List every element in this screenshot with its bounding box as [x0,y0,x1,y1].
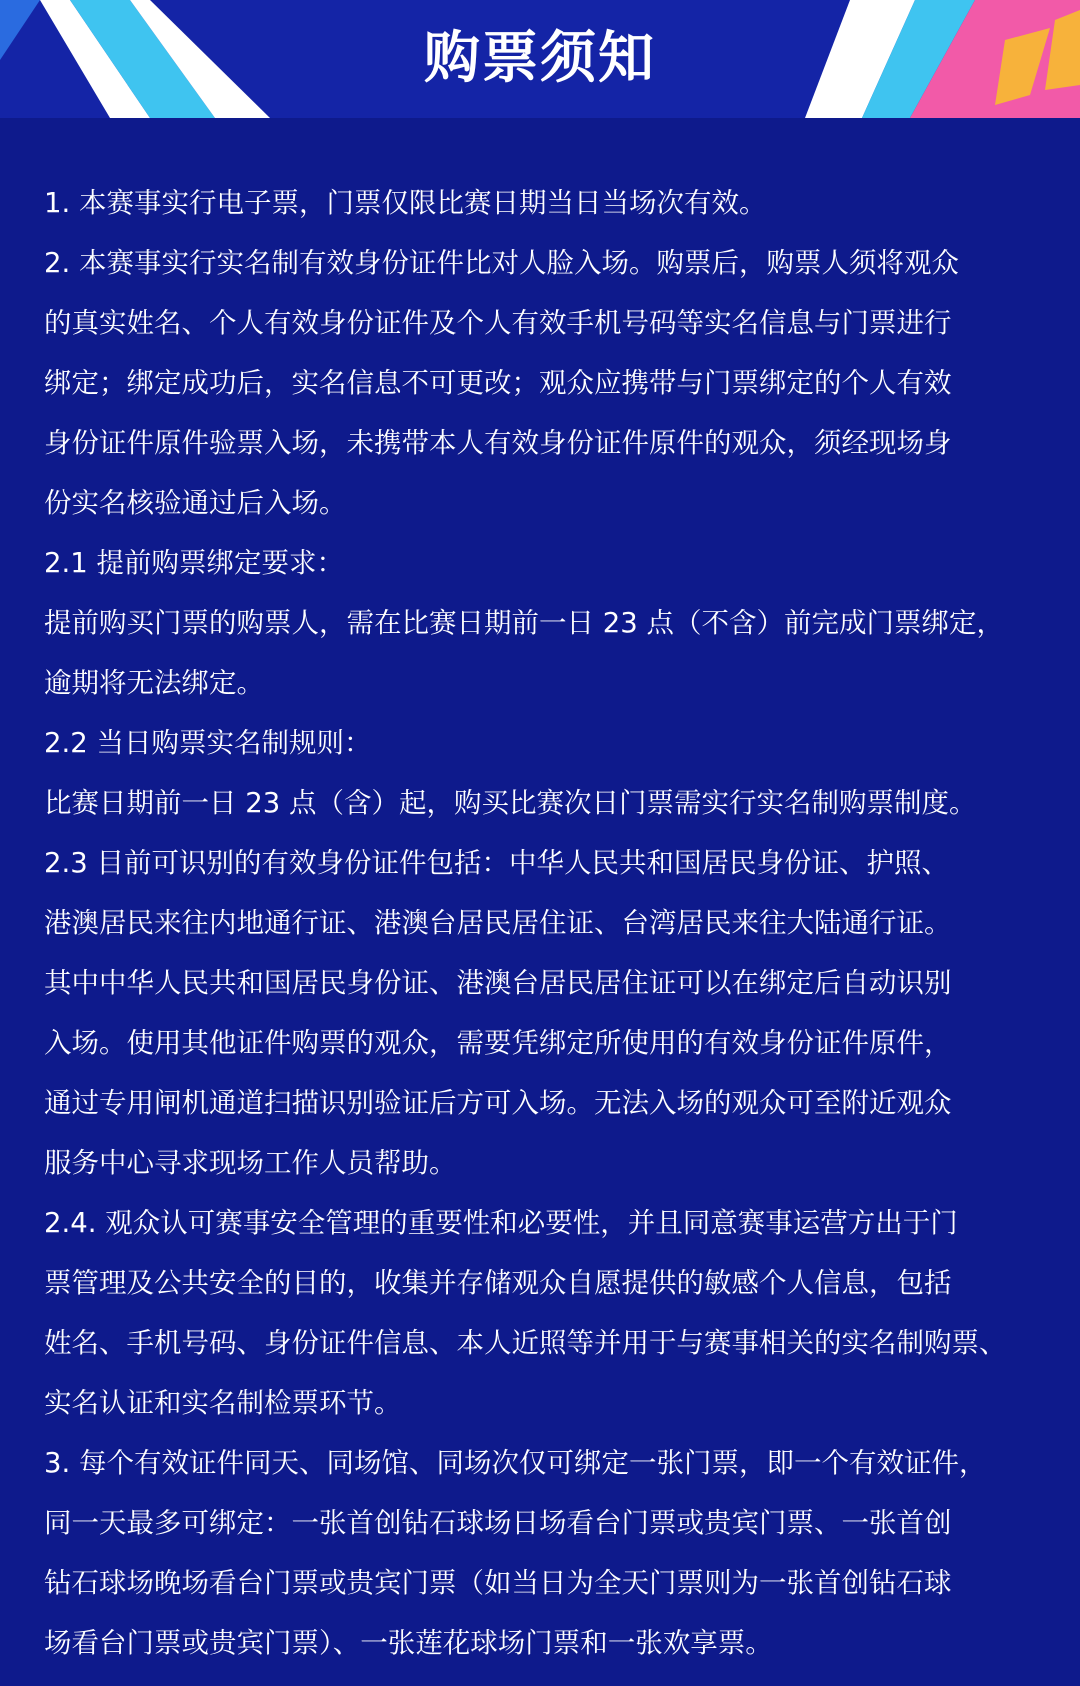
notice-line: 的真实姓名、个人有效身份证件及个人有效手机号码等实名信息与门票进行 [44,307,952,339]
notice-line: 入场。使用其他证件购票的观众，需要凭绑定所使用的有效身份证件原件， [44,1027,952,1059]
notice-line: 2.3 目前可识别的有效身份证件包括：中华人民共和国居民身份证、护照、 [44,847,949,879]
notice-line: 同一天最多可绑定：一张首创钻石球场日场看台门票或贵宾门票、一张首创 [44,1507,952,1539]
notice-line: 其中中华人民共和国居民身份证、港澳台居民居住证可以在绑定后自动识别 [44,967,952,999]
notice-line: 实名认证和实名制检票环节。 [44,1387,402,1419]
notice-line: 姓名、手机号码、身份证件信息、本人近照等并用于与赛事相关的实名制购票、 [44,1327,1007,1359]
notice-line: 提前购买门票的购票人，需在比赛日期前一日 23 点（不含）前完成门票绑定， [44,607,1004,639]
notice-line: 比赛日期前一日 23 点（含）起，购买比赛次日门票需实行实名制购票制度。 [44,787,977,819]
header-banner [0,0,1080,118]
notice-line: 场看台门票或贵宾门票）、一张莲花球场门票和一张欢享票。 [44,1627,773,1659]
notice-line: 港澳居民来往内地通行证、港澳台居民居住证、台湾居民来往大陆通行证。 [44,907,952,939]
notice-body [44,173,1040,1673]
notice-line: 逾期将无法绑定。 [44,667,264,699]
notice-line: 3. 每个有效证件同天、同场馆、同场次仅可绑定一张门票，即一个有效证件， [44,1447,987,1479]
notice-line: 份实名核验通过后入场。 [44,487,347,519]
notice-line: 绑定；绑定成功后，实名信息不可更改；观众应携带与门票绑定的个人有效 [44,367,952,399]
notice-line: 2.4. 观众认可赛事安全管理的重要性和必要性，并且同意赛事运营方出于门 [44,1207,958,1239]
notice-line: 钻石球场晚场看台门票或贵宾门票（如当日为全天门票则为一张首创钻石球 [44,1567,952,1599]
notice-line: 2. 本赛事实行实名制有效身份证件比对人脸入场。购票后，购票人须将观众 [44,247,959,279]
notice-text [44,173,1040,1673]
page-title: 购票须知 [424,26,656,91]
notice-line: 票管理及公共安全的目的，收集并存储观众自愿提供的敏感个人信息，包括 [44,1267,952,1299]
notice-line: 2.1 提前购票绑定要求： [44,547,344,579]
notice-line: 通过专用闸机通道扫描识别验证后方可入场。无法入场的观众可至附近观众 [44,1087,952,1119]
notice-line: 2.2 当日购票实名制规则： [44,727,372,759]
notice-line: 服务中心寻求现场工作人员帮助。 [44,1147,457,1179]
notice-line: 1. 本赛事实行电子票，门票仅限比赛日期当日当场次有效。 [44,187,767,219]
notice-line: 身份证件原件验票入场，未携带本人有效身份证件原件的观众，须经现场身 [44,427,952,459]
